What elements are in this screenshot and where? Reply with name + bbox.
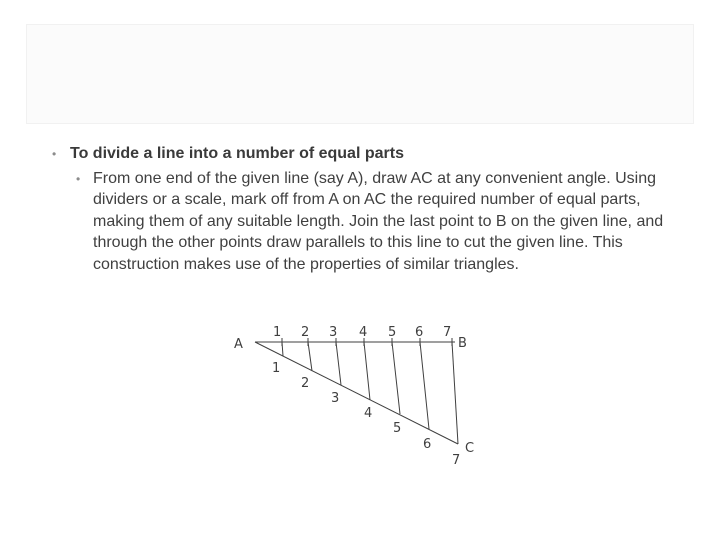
label-ab-2: 2 [301,325,310,340]
parallel-line-1 [282,342,283,356]
parallel-line-6 [420,342,429,429]
label-ac-1: 1 [272,361,281,376]
label-point-a: A [234,337,243,352]
bullet-marker-level2: • [76,172,81,186]
label-ac-7: 7 [452,453,461,468]
parallel-line-4 [364,342,370,400]
bullet-heading: To divide a line into a number of equal parts [70,145,404,162]
label-ac-3: 3 [331,391,340,406]
label-ac-5: 5 [393,421,402,436]
parallel-line-3 [336,342,341,385]
parallel-line-2 [308,342,312,371]
label-ab-6: 6 [415,325,424,340]
label-ab-7: 7 [443,325,452,340]
parallel-line-5 [392,342,400,414]
label-point-c: C [465,441,475,456]
construction-line-ac [255,342,458,444]
label-ab-5: 5 [388,325,397,340]
label-ab-4: 4 [359,325,368,340]
label-point-b: B [458,336,467,351]
bullet-marker-level1: • [52,147,57,161]
bullet-body-text: From one end of the given line (say A), draw AC at any convenient angle. Using dividers or a scale, mark off from A on AC the required number of equal parts, making them of any suitable length. Join the last point to B on the given line, and through the other points draw parallels to this line to cut the given line. This construction makes use of the properties of similar triangles. [93,170,664,273]
label-ab-3: 3 [329,325,338,340]
last-point-join-line [452,342,458,444]
label-ab-1: 1 [273,325,282,340]
label-ac-4: 4 [364,406,373,421]
label-ac-2: 2 [301,376,310,391]
label-ac-6: 6 [423,437,432,452]
